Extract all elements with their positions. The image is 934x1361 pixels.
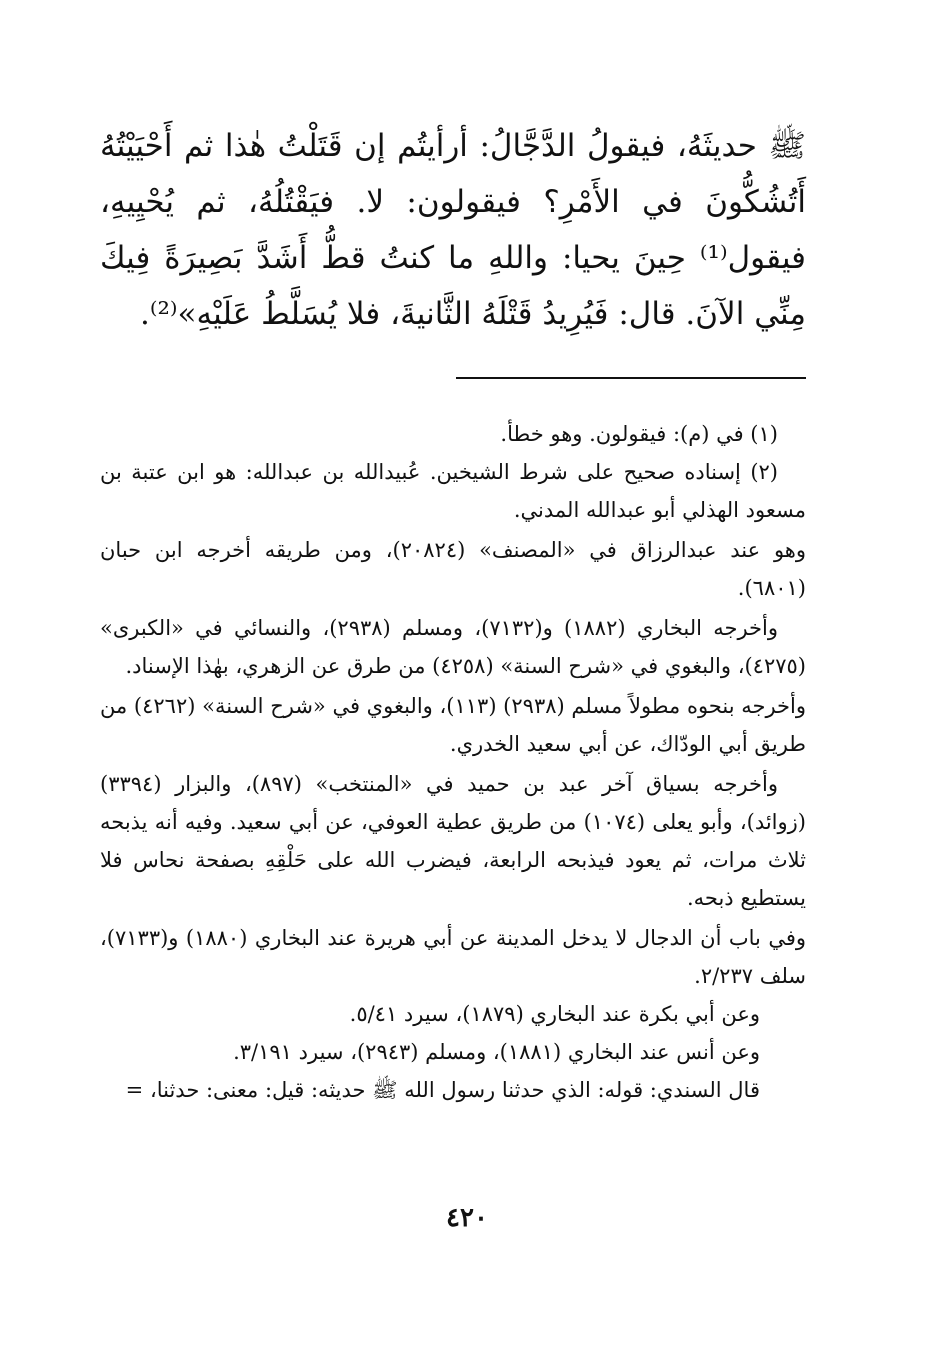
page-number: ٤٢٠ — [446, 1203, 488, 1233]
main-text-block — [100, 118, 806, 342]
footnote-1: (١) في (م): فيقولون. وهو خطأ. — [500, 422, 778, 446]
main-paragraph: ﷺ حديثَهُ، فيقولُ الدَّجَّالُ: أرأيتُم إن قَتَلْتُ هٰذا ثم أَحْيَيْتُهُ أَتُشُكُّونَ في الأَمْرِ؟ فيقولون: لا. فيَقْتُلُهُ، ثم يُحْيِيهِ، فيقول⁽¹⁾ حِينَ يحيا: واللهِ ما كنتُ قطُّ أَشَدَّ بَصِيرَةً فِيكَ مِنِّي الآنَ. قال: فَيُرِيدُ قَتْلَهُ الثَّانيةَ، فلا يُسَلَّطُ عَلَيْهِ»⁽²⁾. — [100, 128, 806, 332]
footnote-2: (٢) إسناده صحيح على شرط الشيخين. عُبيدالله بن عبدالله: هو ابن عتبة بن مسعود الهذلي أبو عبدالله المدني. — [100, 460, 806, 522]
footnote-2-paragraph: وأخرجه بنحوه مطولاً مسلم (٢٩٣٨) (١١٣)، والبغوي في «شرح السنة» (٤٢٦٢) من طريق أبي الودّاك، عن أبي سعيد الخدري. — [100, 694, 807, 756]
footnote-2-paragraph: وعن أنس عند البخاري (١٨٨١)، ومسلم (٢٩٤٣)، سيرد ٣/١٩١. — [233, 1040, 760, 1064]
footnotes-block — [100, 415, 806, 1109]
footnote-2-paragraph: وعن أبي بكرة عند البخاري (١٨٧٩)، سيرد ٥/٤١. — [349, 1002, 760, 1026]
footnote-2-paragraph: وفي باب أن الدجال لا يدخل المدينة عن أبي هريرة عند البخاري (١٨٨٠) و(٧١٣٣)، سلف ٢/٢٣٧. — [100, 926, 807, 988]
footnote-2-paragraph: وهو عند عبدالرزاق في «المصنف» (٢٠٨٢٤)، ومن طريقه أخرجه ابن حبان (٦٨٠١). — [100, 538, 807, 600]
footnote-separator — [456, 377, 806, 379]
footnote-2-paragraph: وأخرجه بسياق آخر عبد بن حميد في «المنتخب» (٨٩٧)، والبزار (٣٣٩٤) (زوائد)، وأبو يعلى (١٠٧٤) من طريق عطية العوفي، عن أبي سعيد. وفيه أنه يذبحه ثلاث مرات، ثم يعود فيذبحه الرابعة، فيضرب الله على حَلْقِهِ بصفحة نحاس فلا يستطيع ذبحه. — [100, 772, 806, 910]
footnote-2-paragraph: قال السندي: قوله: الذي حدثنا رسول الله ﷺ حديثه: قيل: معنى: حدثنا، = — [125, 1078, 760, 1102]
footnote-2-paragraph: وأخرجه البخاري (١٨٨٢) و(٧١٣٢)، ومسلم (٢٩٣٨)، والنسائي في «الكبرى» (٤٢٧٥)، والبغوي في «شرح السنة» (٤٢٥٨) من طرق عن الزهري، بهٰذا الإسناد. — [100, 616, 806, 678]
